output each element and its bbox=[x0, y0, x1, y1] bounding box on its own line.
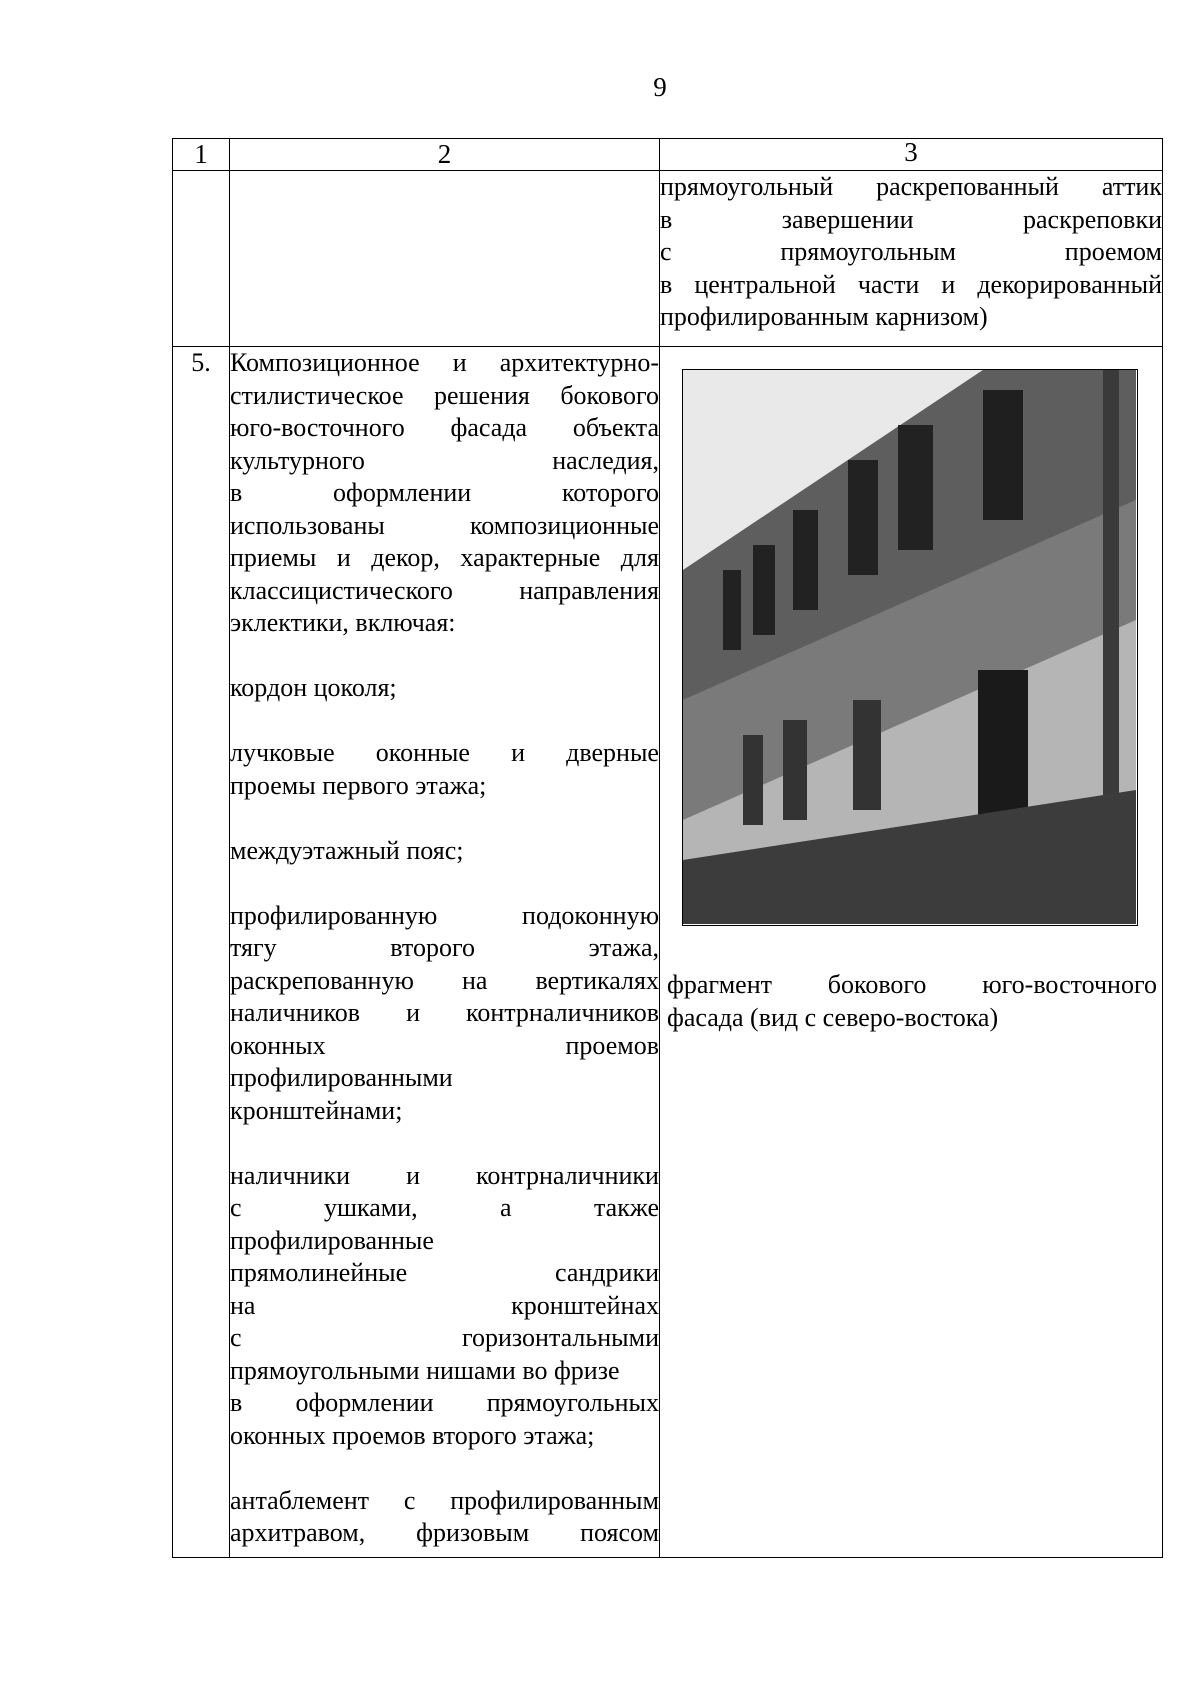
text-line bbox=[230, 737, 659, 770]
word: аттик bbox=[1101, 172, 1162, 201]
word: наследия, bbox=[552, 445, 659, 475]
page-number: 9 bbox=[653, 72, 667, 102]
word: и bbox=[406, 998, 421, 1027]
word: раскреповки bbox=[1023, 204, 1162, 234]
text-line bbox=[230, 835, 659, 868]
word: архитектурно- bbox=[499, 348, 659, 377]
header-col-1: 1 bbox=[173, 139, 230, 171]
text-line bbox=[230, 1192, 659, 1225]
word: оконные bbox=[375, 738, 470, 767]
word: прямоугольным bbox=[780, 237, 957, 266]
text-line bbox=[230, 997, 659, 1030]
word: фрагмент bbox=[667, 970, 772, 999]
text-line bbox=[230, 510, 659, 543]
word: юго-восточного bbox=[230, 413, 405, 442]
word: характерные bbox=[460, 543, 601, 572]
word: поясом bbox=[580, 1518, 659, 1547]
table-header-row bbox=[173, 139, 1163, 171]
word: сандрики bbox=[555, 1258, 659, 1287]
word: тягу bbox=[230, 933, 277, 962]
word: с bbox=[230, 1323, 242, 1352]
word: направления bbox=[519, 575, 659, 605]
word: лучковые bbox=[230, 738, 335, 767]
word: и bbox=[452, 348, 467, 377]
word: профилированным карнизом) bbox=[660, 302, 988, 331]
text-line bbox=[230, 1030, 659, 1063]
word: и bbox=[406, 1160, 420, 1190]
word: с bbox=[660, 237, 672, 266]
word: и bbox=[941, 269, 956, 299]
word: оконных bbox=[230, 1030, 326, 1060]
text-line bbox=[660, 171, 1162, 204]
word: раскрепованный bbox=[876, 172, 1059, 201]
word: оформлении bbox=[333, 478, 472, 507]
text-line bbox=[230, 1160, 659, 1193]
list-item bbox=[230, 1160, 659, 1453]
word: вертикалях bbox=[535, 965, 659, 995]
text-line bbox=[230, 477, 659, 510]
text-line bbox=[230, 932, 659, 965]
header-col-2: 2 bbox=[230, 139, 660, 171]
word: профилированную bbox=[230, 900, 438, 930]
text-line bbox=[660, 269, 1162, 302]
word: Композиционное bbox=[230, 348, 420, 377]
word: объекта bbox=[572, 413, 659, 442]
word: на bbox=[461, 965, 488, 995]
word: и bbox=[511, 738, 526, 767]
word: подоконную bbox=[522, 900, 659, 930]
word: приемы bbox=[230, 543, 317, 572]
word: бокового bbox=[560, 380, 659, 410]
list-item bbox=[230, 900, 659, 1128]
text-line bbox=[660, 204, 1162, 237]
text-line bbox=[667, 1002, 1157, 1035]
word: завершении bbox=[781, 204, 914, 234]
word: на bbox=[230, 1290, 256, 1320]
table-row bbox=[173, 171, 1163, 347]
word: юго-восточного bbox=[982, 970, 1157, 999]
text-line bbox=[660, 301, 1162, 334]
word: в bbox=[230, 478, 243, 507]
word: декорированный bbox=[977, 269, 1162, 299]
list-item bbox=[230, 672, 659, 705]
word: наличники bbox=[230, 1160, 351, 1190]
text-line bbox=[230, 445, 659, 478]
word: контрналичников bbox=[466, 998, 659, 1027]
word: решения bbox=[433, 380, 530, 410]
text-line bbox=[667, 969, 1157, 1002]
text-line bbox=[230, 1225, 659, 1258]
word: архитравом, bbox=[230, 1518, 366, 1547]
header-col-3: 3 bbox=[660, 139, 1163, 171]
word: которого bbox=[561, 478, 659, 507]
word: с bbox=[230, 1193, 242, 1222]
word: оконных проемов второго этажа; bbox=[230, 1420, 595, 1450]
text-line bbox=[230, 1322, 659, 1355]
word: а bbox=[500, 1193, 512, 1222]
word: контрналичники bbox=[476, 1160, 659, 1190]
word: дверные bbox=[566, 738, 659, 767]
text-line bbox=[230, 1257, 659, 1290]
word: кронштейнах bbox=[511, 1290, 659, 1320]
word: фризовым bbox=[416, 1518, 530, 1547]
word: проемов bbox=[565, 1030, 659, 1060]
text-line bbox=[230, 1095, 659, 1128]
word: второго bbox=[390, 933, 475, 962]
word: для bbox=[620, 543, 659, 572]
text-line bbox=[230, 1355, 659, 1388]
word: оформлении bbox=[295, 1388, 434, 1417]
word: профилированными bbox=[230, 1063, 453, 1092]
word: профилированным bbox=[450, 1485, 659, 1515]
text-line bbox=[230, 1290, 659, 1323]
row-illustration bbox=[660, 347, 1163, 1558]
word: использованы bbox=[230, 510, 385, 540]
word: культурного bbox=[230, 445, 365, 475]
text-line bbox=[230, 542, 659, 575]
text-line bbox=[660, 236, 1162, 269]
building-facade-photo bbox=[682, 369, 1138, 926]
text-line bbox=[230, 575, 659, 608]
word: в bbox=[660, 204, 673, 234]
word: прямоугольный bbox=[660, 172, 834, 201]
list-item bbox=[230, 1485, 659, 1550]
document-table bbox=[172, 138, 1163, 1558]
word: фасада (вид с северо-востока) bbox=[667, 1002, 999, 1032]
continuation-text bbox=[660, 171, 1163, 347]
text-line bbox=[230, 1062, 659, 1095]
text-line bbox=[230, 1485, 659, 1518]
word: части bbox=[857, 269, 920, 299]
word: и bbox=[336, 543, 351, 572]
word: с bbox=[403, 1485, 416, 1515]
word: раскрепованную bbox=[230, 965, 414, 995]
text-line bbox=[230, 770, 659, 803]
word: прямоугольных bbox=[486, 1388, 659, 1417]
word: профилированные bbox=[230, 1225, 434, 1255]
text-line bbox=[230, 1517, 659, 1550]
word: этажа, bbox=[588, 933, 659, 962]
photo-caption bbox=[660, 966, 1162, 1034]
list-item bbox=[230, 737, 659, 802]
word: кордон цоколя; bbox=[230, 673, 397, 702]
text-line bbox=[230, 672, 659, 705]
list-item bbox=[230, 835, 659, 868]
word: в bbox=[230, 1388, 243, 1417]
text-line bbox=[230, 607, 659, 640]
word: горизонтальными bbox=[462, 1323, 659, 1352]
word: проемом bbox=[1064, 237, 1162, 266]
word: композиционные bbox=[469, 510, 659, 540]
word: антаблемент bbox=[230, 1485, 370, 1515]
text-line bbox=[230, 900, 659, 933]
text-line bbox=[230, 1420, 659, 1453]
word: наличников bbox=[230, 998, 361, 1027]
word: стилистическое bbox=[230, 380, 404, 410]
text-line bbox=[230, 965, 659, 998]
word: декор, bbox=[371, 543, 440, 572]
word: ушками, bbox=[323, 1193, 418, 1222]
word: классицистического bbox=[230, 575, 453, 605]
word: центральной bbox=[694, 269, 836, 299]
text-line bbox=[230, 412, 659, 445]
text-line bbox=[230, 380, 659, 413]
word: также bbox=[593, 1193, 659, 1222]
word: эклектики, включая: bbox=[230, 608, 456, 637]
text-line bbox=[230, 1387, 659, 1420]
word: прямолинейные bbox=[230, 1258, 408, 1287]
word: прямоугольными нишами во фризе bbox=[230, 1355, 620, 1385]
word: фасада bbox=[450, 413, 528, 442]
word: в bbox=[660, 269, 673, 299]
table-row bbox=[173, 347, 1163, 1558]
word: междуэтажный пояс; bbox=[230, 835, 464, 865]
word: кронштейнами; bbox=[230, 1095, 403, 1125]
text-line bbox=[230, 347, 659, 380]
row-description bbox=[230, 347, 660, 1558]
word: проемы первого этажа; bbox=[230, 770, 487, 800]
row-number: 5. bbox=[173, 347, 230, 1558]
word: бокового bbox=[827, 970, 927, 999]
